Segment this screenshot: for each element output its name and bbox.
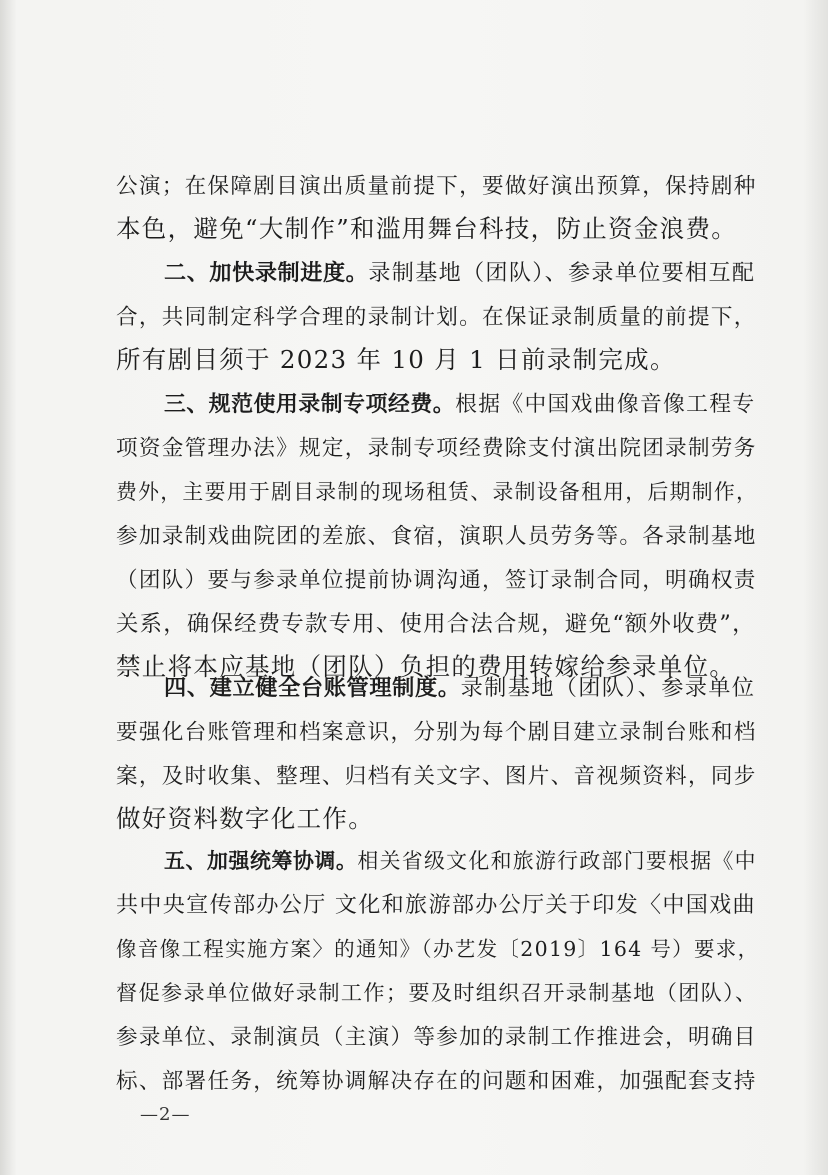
line-text: 相关省级文化和旅游行政部门要根据《中 <box>357 849 757 873</box>
paragraph-3-funding <box>116 381 759 689</box>
text-line <box>116 425 756 469</box>
line-text: 要强化台账管理和档案意识，分别为每个剧目建立录制台账和档 <box>116 720 757 745</box>
line-text: 参录单位、录制演员（主演）等参加的录制工作推进会，明确目 <box>116 1025 757 1050</box>
text-line <box>116 338 756 382</box>
line-text: 录制基地（团队）、参录单位 <box>460 675 756 701</box>
line-text: 关系，确保经费专款专用、使用合法合规，避免“额外收费”， <box>116 611 756 637</box>
paragraph-5-coordination <box>116 838 760 1102</box>
text-line <box>116 207 756 251</box>
line-text: 根据《中国戏曲像音像工程专 <box>455 392 756 417</box>
line-text: 所有剧目须于 2023 年 10 月 1 日前录制完成。 <box>116 345 676 374</box>
paragraph-4-ledger <box>116 665 756 841</box>
line-text: 公演；在保障剧目演出质量前提下，要做好演出预算，保持剧种 <box>116 174 757 199</box>
text-line <box>116 926 760 970</box>
text-line <box>116 797 756 841</box>
text-line <box>116 709 756 753</box>
page-number: —2— <box>140 1104 191 1125</box>
text-line <box>116 163 756 207</box>
text-line <box>116 250 756 294</box>
text-line <box>116 1058 756 1102</box>
paragraph-1 <box>116 163 756 251</box>
line-text: 做好资料数字化工作。 <box>116 804 374 833</box>
section-heading: 四、建立健全台账管理制度。 <box>164 675 461 701</box>
line-text: 案，及时收集、整理、归档有关文字、图片、音视频资料，同步 <box>116 764 757 789</box>
section-heading: 五、加强统筹协调。 <box>164 849 358 873</box>
text-line <box>116 513 756 557</box>
line-text: 标、部署任务，统筹协调解决存在的问题和困难，加强配套支持 <box>116 1069 757 1094</box>
text-line <box>116 601 756 645</box>
paragraph-2-recording-progress <box>116 250 756 382</box>
text-line <box>116 665 756 709</box>
line-text: 本色，避免“大制作”和滥用舞台科技，防止资金浪费。 <box>116 214 738 243</box>
line-text: 项资金管理办法》规定，录制专项经费除支付演出院团录制劳务 <box>116 436 757 461</box>
line-text: 合，共同制定科学合理的录制计划。在保证录制质量的前提下， <box>116 305 757 330</box>
line-text: 录制基地（团队）、参录单位要相互配 <box>368 260 756 286</box>
line-text: 费外，主要用于剧目录制的现场租赁、录制设备租用，后期制作， <box>116 480 759 504</box>
text-line <box>116 970 756 1014</box>
line-text: 像音像工程实施方案〉的通知》（办艺发〔2019〕164 号）要求， <box>116 937 760 961</box>
section-heading: 二、加快录制进度。 <box>164 260 369 286</box>
text-line <box>116 469 759 513</box>
line-text: 共中央宣传部办公厅 文化和旅游部办公厅关于印发〈中国戏曲 <box>116 892 756 918</box>
text-line <box>116 838 756 882</box>
text-line <box>116 381 756 425</box>
text-line <box>116 1014 756 1058</box>
text-line <box>116 294 756 338</box>
text-line <box>116 882 756 926</box>
line-text: 禁止将本应基地（团队）负担的费用转嫁给参录单位。 <box>116 652 736 681</box>
line-text: （团队）要与参录单位提前协调沟通，签订录制合同，明确权责 <box>116 568 757 593</box>
section-heading: 三、规范使用录制专项经费。 <box>164 392 456 417</box>
line-text: 督促参录单位做好录制工作；要及时组织召开录制基地（团队）、 <box>116 980 758 1005</box>
line-text: 参加录制戏曲院团的差旅、食宿，演职人员劳务等。各录制基地 <box>116 524 757 549</box>
text-line <box>116 557 756 601</box>
text-line <box>116 753 756 797</box>
